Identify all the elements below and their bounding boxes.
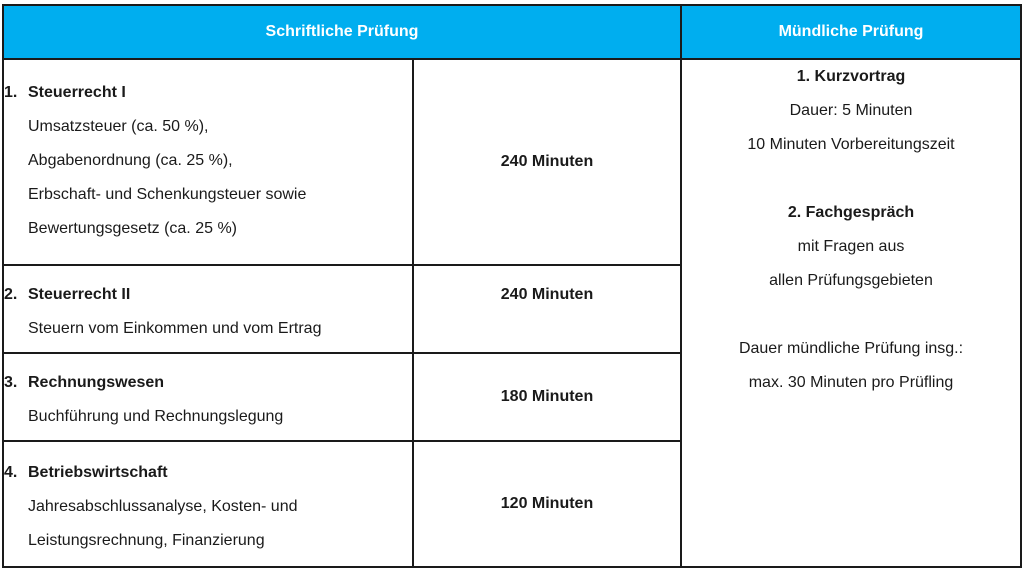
subject-duration: 240 Minuten <box>413 59 681 265</box>
subject-duration: 240 Minuten <box>413 265 681 353</box>
oral-total-duration-value: max. 30 Minuten pro Prüfling <box>748 374 954 391</box>
subject-number: 3. <box>4 374 18 391</box>
subject-detail: Leistungsrechnung, Finanzierung <box>28 532 265 549</box>
oral-part2-title: 2. Fachgespräch <box>787 204 915 221</box>
subject-detail: Bewertungsgesetz (ca. 25 %) <box>28 220 237 237</box>
oral-part1-title: 1. Kurzvortrag <box>796 68 906 85</box>
subject-cell <box>3 441 413 567</box>
subject-name: Steuerrecht I <box>28 84 126 101</box>
subject-cell <box>3 265 413 353</box>
subject-detail: Jahresabschlussanalyse, Kosten- und <box>28 498 298 515</box>
subject-name: Rechnungswesen <box>28 374 165 391</box>
header-row <box>3 5 1021 59</box>
oral-exam-header: Mündliche Prüfung <box>681 5 1021 59</box>
oral-exam-cell <box>681 59 1021 567</box>
subject-detail: Abgabenordnung (ca. 25 %), <box>28 152 233 169</box>
oral-part2-line2: allen Prüfungsgebieten <box>769 272 933 289</box>
subject-detail: Steuern vom Einkommen und vom Ertrag <box>28 320 322 337</box>
oral-part2-line1: mit Fragen aus <box>797 238 905 255</box>
subject-name: Steuerrecht II <box>28 286 131 303</box>
subject-title <box>4 76 412 110</box>
subject-number: 2. <box>4 286 18 303</box>
subject-name: Betriebswirtschaft <box>28 464 168 481</box>
subject-cell <box>3 59 413 265</box>
subject-row <box>3 59 1021 265</box>
subject-duration: 180 Minuten <box>413 353 681 441</box>
subject-detail: Umsatzsteuer (ca. 50 %), <box>28 118 209 135</box>
subject-duration: 120 Minuten <box>413 441 681 567</box>
subject-title <box>4 366 412 400</box>
subject-title <box>4 456 412 490</box>
oral-total-duration-label: Dauer mündliche Prüfung insg.: <box>738 340 964 357</box>
subject-detail: Erbschaft- und Schenkungsteuer sowie <box>28 186 307 203</box>
subject-number: 4. <box>4 464 18 481</box>
written-exam-header: Schriftliche Prüfung <box>3 5 681 59</box>
oral-part1-duration: Dauer: 5 Minuten <box>789 102 913 119</box>
subject-title <box>4 278 412 312</box>
oral-part1-preparation: 10 Minuten Vorbereitungszeit <box>747 136 955 153</box>
subject-detail: Buchführung und Rechnungslegung <box>28 408 284 425</box>
subject-cell <box>3 353 413 441</box>
exam-overview-table <box>2 4 1022 568</box>
subject-number: 1. <box>4 84 18 101</box>
